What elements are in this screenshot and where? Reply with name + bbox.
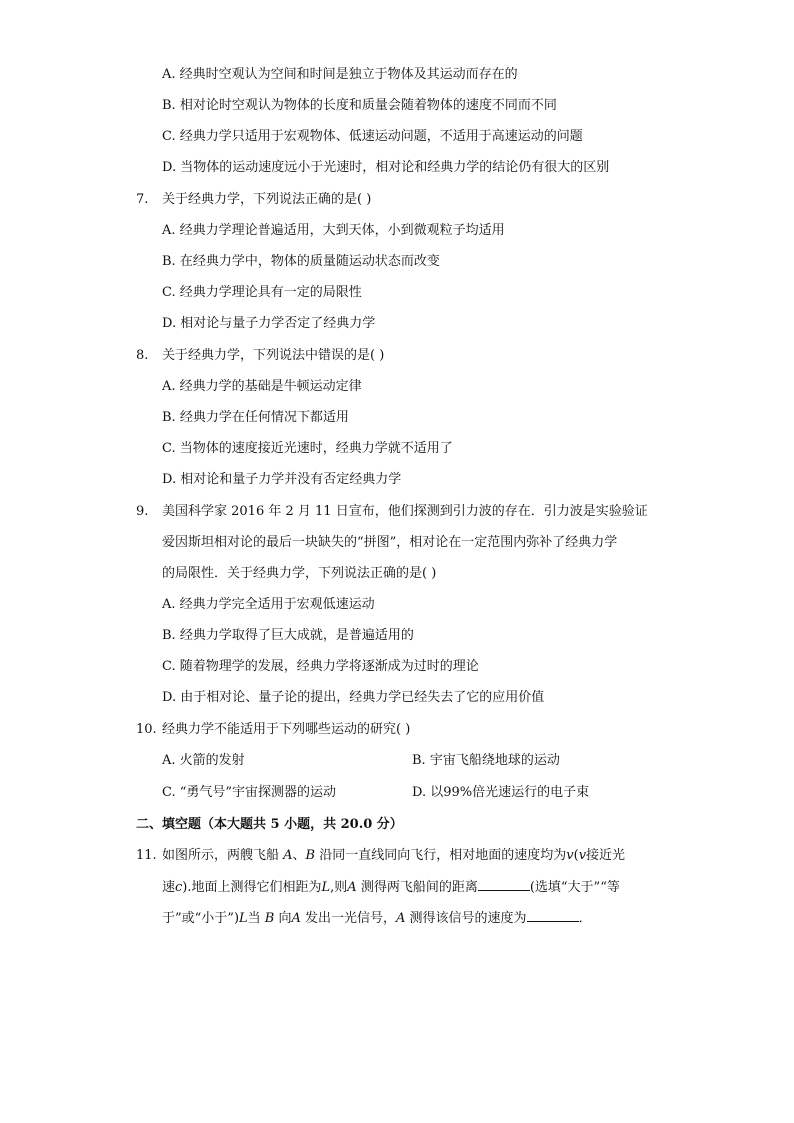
q11-number: 11.	[136, 848, 157, 863]
q9-option-c: C. 随着物理学的发展，经典力学将逐渐成为过时的理论	[162, 659, 479, 674]
q11-text: 测得该信号的速度为	[405, 911, 527, 926]
q11-text: ．	[578, 911, 592, 926]
q8-number: 8.	[136, 348, 149, 363]
answer-blank-2[interactable]	[527, 909, 579, 922]
q6-option-a: A. 经典时空观认为空间和时间是独立于物体及其运动而存在的	[162, 67, 518, 82]
q11-var: c	[175, 880, 183, 895]
q11-var: A	[291, 911, 301, 926]
q7-stem: 关于经典力学，下列说法正确的是( )	[162, 192, 372, 207]
q9-stem-line-1: 美国科学家 2016 年 2 月 11 日宣布，他们探测到引力波的存在．引力波是实验验证	[162, 504, 648, 519]
q7-option-b: B. 在经典力学中，物体的质量随运动状态而改变	[162, 254, 440, 269]
q11-text: 、	[292, 848, 306, 863]
q8-stem: 关于经典力学，下列说法中错误的是( )	[162, 348, 385, 363]
q11-var: v	[578, 848, 587, 863]
section-heading: 二、填空题（本大题共 5 小题，共 20.0 分）	[136, 817, 403, 832]
q11-text: 测得两飞船间的距离	[356, 880, 478, 895]
q7-option-a: A. 经典力学理论普遍适用，大到天体，小到微观粒子均适用	[162, 223, 505, 238]
q11-var: v	[566, 848, 574, 863]
q11-var: B	[264, 911, 275, 926]
q9-option-b: B. 经典力学取得了巨大成就，是普遍适用的	[162, 628, 414, 643]
q6-option-b: B. 相对论时空观认为物体的长度和质量会随着物体的速度不同而不同	[162, 98, 557, 113]
q9-option-a: A. 经典力学完全适用于宏观低速运动	[162, 597, 375, 612]
q10-option-a: A. 火箭的发射	[162, 753, 245, 768]
q11-text: ).地面上测得它们相距为	[182, 880, 322, 895]
q8-option-c: C. 当物体的速度接近光速时，经典力学就不适用了	[162, 441, 453, 456]
q11-text: 速	[162, 880, 176, 895]
q11-text: (	[573, 848, 579, 863]
q8-option-a: A. 经典力学的基础是牛顿运动定律	[162, 379, 362, 394]
q11-var: B	[305, 848, 316, 863]
q6-option-c: C. 经典力学只适用于宏观物体、低速运动问题，不适用于高速运动的问题	[162, 129, 583, 144]
q8-option-d: D. 相对论和量子力学并没有否定经典力学	[162, 472, 402, 487]
q10-option-c: C. “勇气号”宇宙探测器的运动	[162, 785, 337, 800]
q8-option-b: B. 经典力学在任何情况下都适用	[162, 410, 349, 425]
q11-text: 于”或“小于”)	[162, 911, 240, 926]
q7-option-d: D. 相对论与量子力学否定了经典力学	[162, 316, 376, 331]
q11-var: L	[321, 880, 331, 895]
q6-option-d: D. 当物体的运动速度远小于光速时，相对论和经典力学的结论仍有很大的区别	[162, 160, 610, 175]
q9-option-d: D. 由于相对论、量子论的提出，经典力学已经失去了它的应用价值	[162, 690, 545, 705]
q9-number: 9.	[136, 504, 149, 519]
q9-stem-line-3: 的局限性．关于经典力学，下列说法正确的是( )	[162, 566, 437, 581]
q11-text: 向	[274, 911, 292, 926]
q11-var: A	[283, 848, 293, 863]
q11-line-3	[162, 909, 592, 928]
q7-option-c: C. 经典力学理论具有一定的局限性	[162, 285, 362, 300]
q11-line-1	[162, 847, 625, 865]
q11-text: (选填“大于”“等	[529, 880, 620, 895]
q9-stem-line-2: 爱因斯坦相对论的最后一块缺失的“拼图”，相对论在一定范围内弥补了经典力学	[162, 535, 618, 550]
q11-text: ,则	[330, 880, 348, 895]
q11-text: 接近光	[586, 848, 626, 863]
q11-line-2	[162, 878, 620, 897]
q10-option-d: D. 以99%倍光速运行的电子束	[412, 785, 590, 800]
q11-text: 如图所示，两艘飞船	[162, 848, 284, 863]
q11-var: L	[239, 911, 248, 926]
q11-text: 当	[247, 911, 265, 926]
answer-blank-1[interactable]	[478, 878, 530, 891]
q10-number: 10.	[136, 722, 157, 737]
q11-var: A	[347, 880, 357, 895]
q7-number: 7.	[136, 192, 149, 207]
q11-var: A	[396, 911, 406, 926]
q10-option-b: B. 宇宙飞船绕地球的运动	[412, 753, 560, 768]
q11-text: 发出一光信号，	[300, 911, 397, 926]
q10-stem: 经典力学不能适用于下列哪些运动的研究( )	[162, 722, 411, 737]
q11-text: 沿同一直线同向飞行，相对地面的速度均为	[315, 848, 567, 863]
